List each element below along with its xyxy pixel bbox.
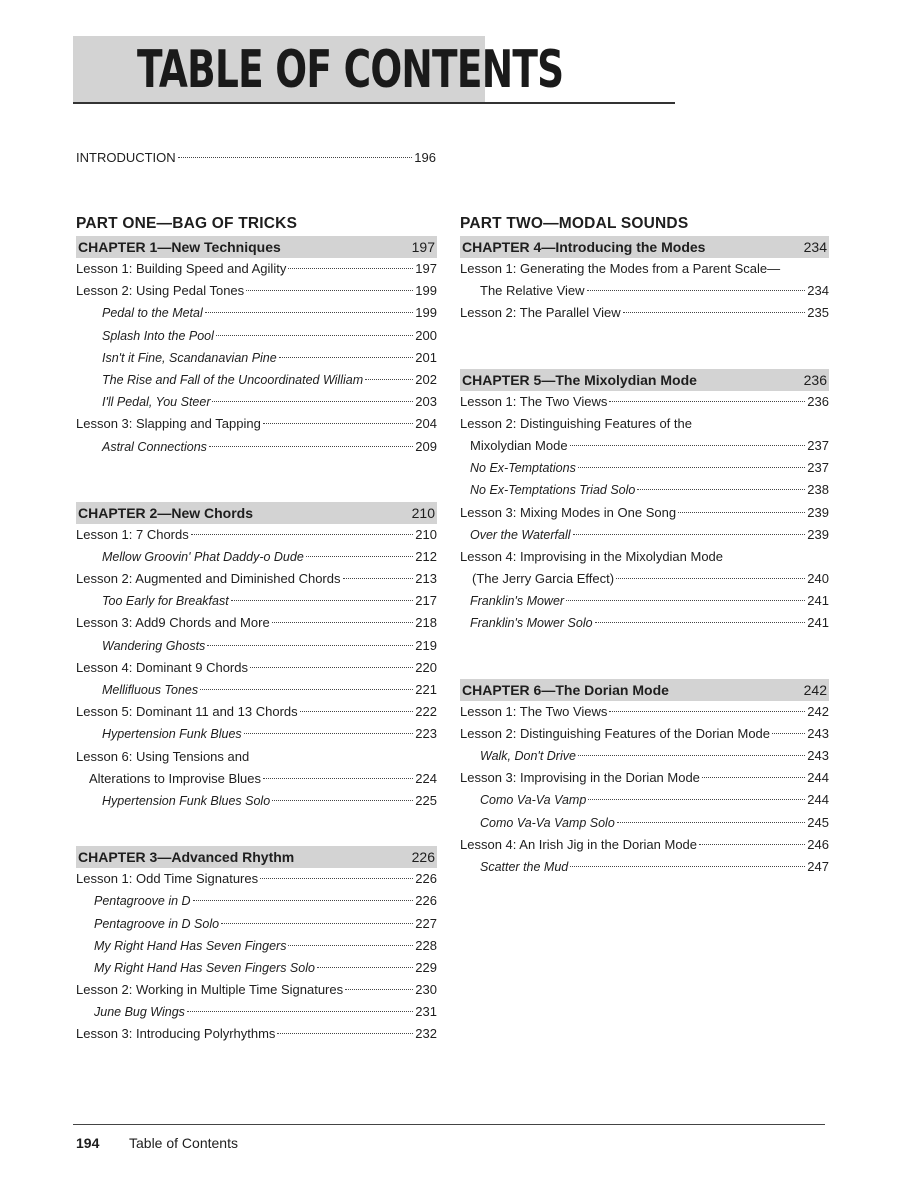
- entry-label: Lesson 2: Working in Multiple Time Signatures: [76, 982, 344, 998]
- entry-label: Lesson 4: Dominant 9 Chords: [76, 659, 248, 675]
- leader-dots: [609, 711, 805, 712]
- entry-page: 197: [415, 261, 437, 276]
- chapter-1-entries: [76, 258, 437, 458]
- toc-entry[interactable]: [460, 546, 829, 568]
- leader-dots: [250, 667, 413, 668]
- entry-page: 243: [807, 748, 829, 763]
- entry-page: 238: [807, 482, 829, 498]
- footer-page-number: 194: [76, 1135, 100, 1151]
- entry-label: Pentagroove in D: [94, 894, 191, 909]
- toc-entry[interactable]: [76, 280, 437, 302]
- entry-page: 225: [415, 792, 437, 808]
- chapter-5-entries: [460, 391, 829, 635]
- entry-page: 237: [807, 460, 829, 476]
- entry-label: Pentagroove in D Solo: [94, 916, 220, 931]
- entry-page: 242: [807, 703, 829, 719]
- entry-page: 224: [415, 770, 437, 786]
- entry-label: Mixolydian Mode: [470, 437, 568, 453]
- leader-dots: [702, 777, 805, 778]
- entry-label: Lesson 2: The Parallel View: [460, 305, 621, 321]
- entry-label: Lesson 2: Using Pedal Tones: [76, 283, 245, 299]
- entry-label: The Relative View: [480, 283, 585, 299]
- leader-dots: [623, 312, 806, 313]
- entry-page: 218: [415, 615, 437, 631]
- part-two-column: [460, 212, 829, 878]
- chapter-title: CHAPTER 6—The Dorian Mode: [462, 681, 669, 698]
- toc-entry[interactable]: [76, 258, 437, 280]
- toc-entry[interactable]: [76, 957, 437, 979]
- leader-dots: [587, 290, 806, 291]
- entry-label: Mellifluous Tones: [102, 683, 199, 697]
- entry-page: 228: [415, 937, 437, 953]
- entry-label: Walk, Don't Drive: [480, 749, 576, 763]
- entry-label: No Ex-Temptations: [470, 461, 576, 476]
- chapter-title: CHAPTER 1—New Techniques: [78, 239, 281, 255]
- toc-entry[interactable]: [76, 612, 437, 634]
- entry-label: Pedal to the Metal: [102, 306, 203, 321]
- entry-page: 210: [415, 526, 437, 542]
- toc-entry[interactable]: [460, 457, 829, 479]
- entry-page: 196: [414, 150, 436, 165]
- entry-label: Lesson 2: Distinguishing Features of the Dorian Mode: [460, 725, 771, 741]
- leader-dots: [277, 1033, 413, 1034]
- entry-label: June Bug Wings: [94, 1005, 185, 1020]
- entry-label: Scatter the Mud: [480, 859, 569, 874]
- toc-entry[interactable]: [460, 590, 829, 612]
- entry-page: 209: [415, 438, 437, 454]
- chapter-title: CHAPTER 5—The Mixolydian Mode: [462, 371, 697, 388]
- leader-dots: [260, 878, 413, 879]
- toc-entry[interactable]: [460, 524, 829, 546]
- toc-entry[interactable]: [76, 913, 437, 935]
- toc-entry[interactable]: [76, 657, 437, 679]
- entry-page: 212: [415, 548, 437, 564]
- entry-page: 247: [807, 858, 829, 874]
- toc-entry[interactable]: [460, 834, 829, 856]
- leader-dots: [588, 799, 805, 800]
- entry-label: The Rise and Fall of the Uncoordinated William: [102, 372, 364, 387]
- entry-page: 231: [415, 1004, 437, 1020]
- entry-page: 202: [415, 371, 437, 387]
- part-two-heading: PART TWO—MODAL SOUNDS: [460, 215, 689, 232]
- leader-dots: [279, 357, 414, 358]
- entry-label: Lesson 2: Distinguishing Features of the: [460, 415, 692, 431]
- entry-page: 244: [807, 770, 829, 786]
- chapter-page: 236: [803, 371, 827, 388]
- leader-dots: [365, 379, 413, 380]
- leader-dots: [193, 900, 414, 901]
- entry-page: 221: [415, 682, 437, 697]
- entry-label: Too Early for Breakfast: [102, 594, 229, 609]
- leader-dots: [578, 467, 805, 468]
- chapter-title: CHAPTER 2—New Chords: [78, 504, 254, 521]
- entry-page: 239: [807, 504, 829, 520]
- page-footer: [76, 1135, 238, 1151]
- toc-entry[interactable]: [460, 812, 829, 834]
- toc-entry[interactable]: [460, 413, 829, 435]
- entry-page: 217: [415, 593, 437, 609]
- chapter-3-entries: [76, 868, 437, 1046]
- leader-dots: [772, 733, 805, 734]
- entry-label: Franklin's Mower: [470, 594, 565, 609]
- intro-entry[interactable]: [76, 147, 436, 169]
- leader-dots: [317, 967, 413, 968]
- footer-rule: [73, 1124, 825, 1125]
- entry-label: Lesson 1: Building Speed and Agility: [76, 261, 287, 276]
- spacer: [460, 635, 829, 679]
- toc-entry[interactable]: [76, 147, 436, 169]
- entry-label: Hypertension Funk Blues Solo: [102, 793, 271, 808]
- entry-page: 226: [415, 871, 437, 887]
- leader-dots: [570, 445, 806, 446]
- entry-label: I'll Pedal, You Steer: [102, 395, 211, 410]
- leader-dots: [345, 989, 413, 990]
- entry-page: 222: [415, 704, 437, 720]
- toc-entry[interactable]: [460, 502, 829, 524]
- toc-entry[interactable]: [76, 701, 437, 723]
- leader-dots: [343, 578, 414, 579]
- toc-entry[interactable]: [76, 768, 437, 790]
- leader-dots: [617, 822, 806, 823]
- entry-label: Lesson 6: Using Tensions and: [76, 748, 250, 764]
- entry-page: 234: [807, 283, 829, 299]
- leader-dots: [205, 312, 414, 313]
- leader-dots: [300, 711, 414, 712]
- toc-entry[interactable]: [460, 280, 829, 302]
- entry-page: 240: [807, 571, 829, 587]
- toc-entry[interactable]: [460, 723, 829, 745]
- entry-page: 229: [415, 959, 437, 975]
- chapter-title: CHAPTER 4—Introducing the Modes: [462, 239, 706, 255]
- entry-page: 219: [415, 637, 437, 653]
- toc-entry[interactable]: [76, 1001, 437, 1023]
- toc-entry[interactable]: [460, 302, 829, 324]
- leader-dots: [209, 446, 413, 447]
- chapter-title: CHAPTER 3—Advanced Rhythm: [78, 849, 295, 866]
- entry-label: Isn't it Fine, Scandanavian Pine: [102, 350, 277, 365]
- toc-entry[interactable]: [460, 767, 829, 789]
- entry-page: 223: [415, 726, 437, 742]
- chapter-4-heading[interactable]: [460, 236, 829, 258]
- page-title: TABLE OF CONTENTS: [137, 40, 564, 100]
- toc-entry[interactable]: [76, 590, 437, 612]
- toc-entry[interactable]: [76, 1023, 437, 1045]
- leader-dots: [263, 423, 413, 424]
- entry-label: Lesson 3: Introducing Polyrhythms: [76, 1026, 276, 1042]
- entry-page: 201: [415, 349, 437, 365]
- toc-entry[interactable]: [76, 413, 437, 435]
- entry-page: 226: [415, 893, 437, 909]
- part-one-column: [76, 212, 437, 1046]
- chapter-6-entries: [460, 701, 829, 879]
- entry-label: Lesson 5: Dominant 11 and 13 Chords: [76, 704, 298, 720]
- entry-page: 204: [415, 416, 437, 432]
- leader-dots: [200, 689, 413, 690]
- part-one-heading: PART ONE—BAG OF TRICKS: [76, 215, 298, 232]
- toc-entry[interactable]: [460, 435, 829, 457]
- chapter-page: 197: [411, 239, 435, 255]
- toc-entry[interactable]: [460, 568, 829, 590]
- entry-label: Mellow Groovin' Phat Daddy-o Dude: [102, 549, 304, 564]
- chapter-1-heading[interactable]: [76, 236, 437, 258]
- leader-dots: [191, 534, 414, 535]
- toc-entry[interactable]: [76, 546, 437, 568]
- entry-label: Lesson 1: Generating the Modes from a Parent Scale—: [460, 261, 781, 276]
- chapter-3-heading[interactable]: [76, 846, 437, 868]
- leader-dots: [616, 578, 805, 579]
- toc-entry[interactable]: [76, 723, 437, 745]
- entry-page: 200: [415, 327, 437, 343]
- entry-label: (The Jerry Garcia Effect): [472, 571, 615, 587]
- toc-entry[interactable]: [76, 979, 437, 1001]
- toc-entry[interactable]: [76, 325, 437, 347]
- toc-entry[interactable]: [460, 479, 829, 501]
- leader-dots: [221, 923, 413, 924]
- toc-entry[interactable]: [460, 701, 829, 723]
- chapter-2-heading[interactable]: [76, 502, 437, 524]
- entry-page: 230: [415, 982, 437, 998]
- entry-page: 220: [415, 659, 437, 675]
- spacer: [76, 458, 437, 502]
- toc-entry[interactable]: [76, 302, 437, 324]
- entry-label: Astral Connections: [102, 439, 207, 454]
- leader-dots: [272, 800, 413, 801]
- entry-page: 244: [807, 792, 829, 808]
- entry-label: Lesson 4: An Irish Jig in the Dorian Mode: [460, 836, 698, 852]
- leader-dots: [244, 733, 414, 734]
- entry-label: Lesson 3: Add9 Chords and More: [76, 615, 270, 631]
- entry-page: 236: [807, 393, 829, 409]
- entry-page: 235: [807, 305, 829, 321]
- entry-label: Splash Into the Pool: [102, 328, 214, 343]
- entry-label: Lesson 1: 7 Chords: [76, 526, 189, 542]
- leader-dots: [678, 512, 805, 513]
- entry-page: 243: [807, 725, 829, 741]
- toc-entry[interactable]: [460, 789, 829, 811]
- entry-page: 203: [415, 394, 437, 410]
- leader-dots: [263, 778, 413, 779]
- toc-entry[interactable]: [76, 347, 437, 369]
- toc-entry[interactable]: [76, 746, 437, 768]
- chapter-page: 210: [411, 504, 435, 521]
- toc-entry[interactable]: [76, 868, 437, 890]
- entry-page: 213: [415, 571, 437, 587]
- entry-label: INTRODUCTION: [76, 150, 176, 165]
- leader-dots: [272, 622, 414, 623]
- chapter-4-entries: [460, 258, 829, 325]
- leader-dots: [566, 600, 805, 601]
- leader-dots: [306, 556, 414, 557]
- leader-dots: [288, 268, 413, 269]
- toc-entry[interactable]: [76, 369, 437, 391]
- entry-page: 199: [415, 283, 437, 299]
- entry-page: 232: [415, 1026, 437, 1042]
- leader-dots: [595, 622, 806, 623]
- toc-entry[interactable]: [76, 635, 437, 657]
- toc-entry[interactable]: [460, 391, 829, 413]
- chapter-2-entries: [76, 524, 437, 812]
- toc-entry[interactable]: [76, 790, 437, 812]
- leader-dots: [216, 335, 413, 336]
- entry-label: Como Va-Va Vamp Solo: [480, 815, 615, 830]
- toc-entry[interactable]: [460, 856, 829, 878]
- footer-label: Table of Contents: [129, 1135, 238, 1151]
- entry-label: Over the Waterfall: [470, 527, 571, 542]
- toc-entry[interactable]: [460, 745, 829, 767]
- entry-label: Lesson 3: Improvising in the Dorian Mode: [460, 770, 700, 786]
- toc-entry[interactable]: [76, 436, 437, 458]
- entry-label: Como Va-Va Vamp: [480, 793, 587, 808]
- toc-entry[interactable]: [460, 612, 829, 634]
- leader-dots: [699, 844, 805, 845]
- entry-label: Hypertension Funk Blues: [102, 727, 242, 742]
- leader-dots: [570, 866, 805, 867]
- leader-dots: [578, 755, 805, 756]
- spacer: [76, 812, 437, 846]
- leader-dots: [637, 489, 805, 490]
- toc-entry[interactable]: [76, 568, 437, 590]
- entry-label: Alterations to Improvise Blues: [89, 770, 261, 786]
- toc-entry[interactable]: [76, 391, 437, 413]
- toc-entry[interactable]: [76, 679, 437, 701]
- entry-label: Lesson 2: Augmented and Diminished Chords: [76, 571, 341, 587]
- entry-label: Lesson 3: Slapping and Tapping: [76, 416, 261, 432]
- entry-page: 246: [807, 836, 829, 852]
- entry-page: 199: [415, 305, 437, 321]
- leader-dots: [212, 401, 413, 402]
- entry-label: Lesson 4: Improvising in the Mixolydian Mode: [460, 548, 724, 564]
- toc-entry[interactable]: [76, 890, 437, 912]
- chapter-page: 234: [803, 239, 827, 255]
- toc-entry[interactable]: [76, 524, 437, 546]
- leader-dots: [573, 534, 806, 535]
- leader-dots: [288, 945, 413, 946]
- entry-label: My Right Hand Has Seven Fingers: [94, 938, 287, 953]
- chapter-page: 242: [803, 681, 827, 698]
- entry-label: My Right Hand Has Seven Fingers Solo: [94, 960, 315, 975]
- leader-dots: [231, 600, 414, 601]
- leader-dots: [207, 645, 413, 646]
- entry-page: 237: [807, 437, 829, 453]
- entry-page: 241: [807, 615, 829, 631]
- entry-page: 245: [807, 814, 829, 830]
- spacer: [460, 325, 829, 369]
- toc-entry[interactable]: [76, 935, 437, 957]
- title-rule: [73, 102, 675, 104]
- leader-dots: [187, 1011, 413, 1012]
- leader-dots: [246, 290, 413, 291]
- entry-page: 227: [415, 915, 437, 931]
- entry-label: Wandering Ghosts: [102, 638, 206, 653]
- entry-label: No Ex-Temptations Triad Solo: [470, 483, 636, 498]
- entry-page: 241: [807, 593, 829, 609]
- toc-entry[interactable]: [460, 258, 829, 280]
- entry-label: Franklin's Mower Solo: [470, 616, 593, 631]
- leader-dots: [609, 401, 805, 402]
- entry-label: Lesson 1: The Two Views: [460, 703, 608, 719]
- chapter-5-heading[interactable]: [460, 369, 829, 391]
- entry-label: Lesson 1: Odd Time Signatures: [76, 871, 259, 887]
- chapter-6-heading[interactable]: [460, 679, 829, 701]
- chapter-page: 226: [411, 849, 435, 866]
- leader-dots: [178, 157, 413, 158]
- entry-label: Lesson 1: The Two Views: [460, 393, 608, 409]
- entry-page: 239: [807, 526, 829, 542]
- entry-label: Lesson 3: Mixing Modes in One Song: [460, 504, 677, 520]
